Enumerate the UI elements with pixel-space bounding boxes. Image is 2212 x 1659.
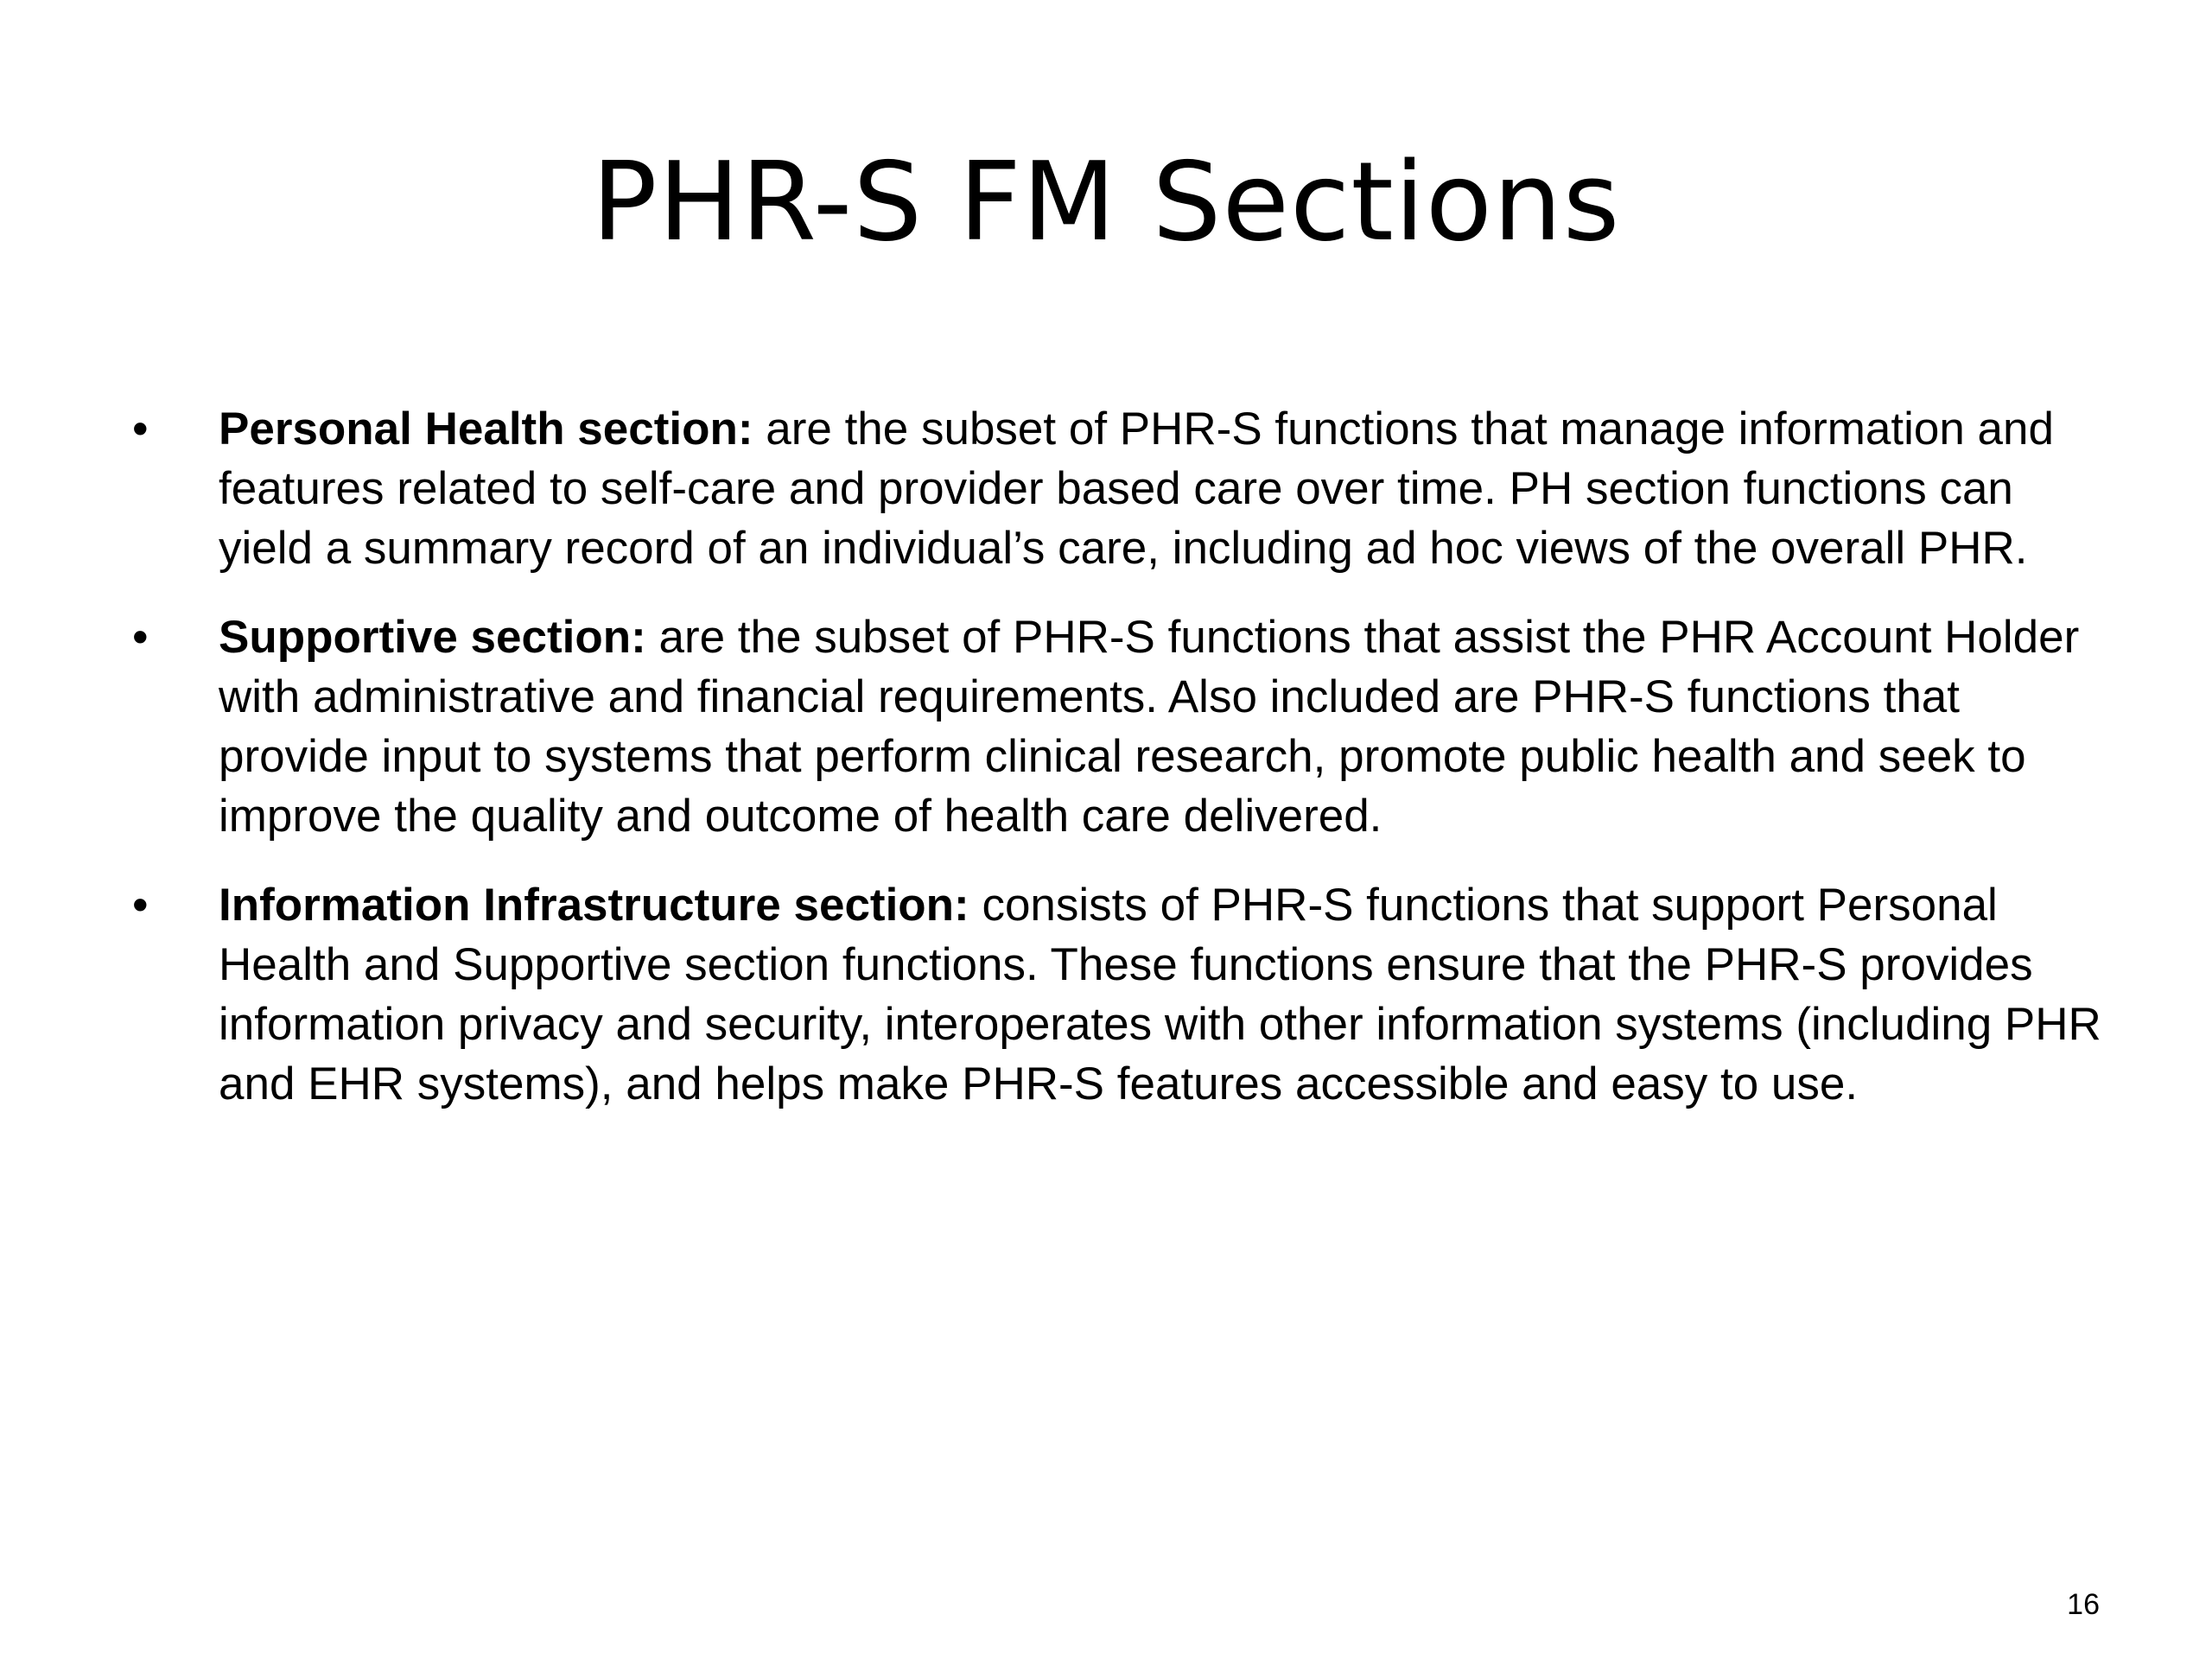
bullet-term: Supportive section: [219,612,646,663]
bullet-text [219,607,2117,846]
bullet-text [219,399,2117,578]
bullet-text [219,875,2117,1114]
bullet-description: are the subset of PHR-S functions that manage information and features related to self-care and provider based care over time. PH section functions can yield a summary record of an individual’s care, including ad hoc views of the overall PHR. [219,404,2054,574]
bullet-dot-icon: • [132,880,149,931]
bullet-item-personal-health [0,399,2212,578]
slide-title: PHR-S FM Sections [591,138,1621,265]
bullet-item-information-infrastructure [0,875,2212,1114]
bullet-item-supportive [0,607,2212,846]
bullet-description: are the subset of PHR-S functions that assist the PHR Account Holder with administrative and financial requirements. Also included are PHR-S functions that provide input to systems that perform clinical research, promote public health and seek to improve the quality and outcome of health care delivered. [219,612,2080,842]
bullet-term: Personal Health section: [219,404,753,454]
bullet-list [0,399,2212,1143]
page-number: 16 [2067,1588,2100,1621]
bullet-description: consists of PHR-S functions that support Personal Health and Supportive section functions. These functions ensure that the PHR-S provides information privacy and security, interoperates with other information systems (including PHR and EHR systems), and helps make PHR-S features accessible and easy to use. [219,880,2101,1109]
bullet-term: Information Infrastructure section: [219,880,969,931]
bullet-dot-icon: • [132,612,149,663]
bullet-dot-icon: • [132,404,149,454]
